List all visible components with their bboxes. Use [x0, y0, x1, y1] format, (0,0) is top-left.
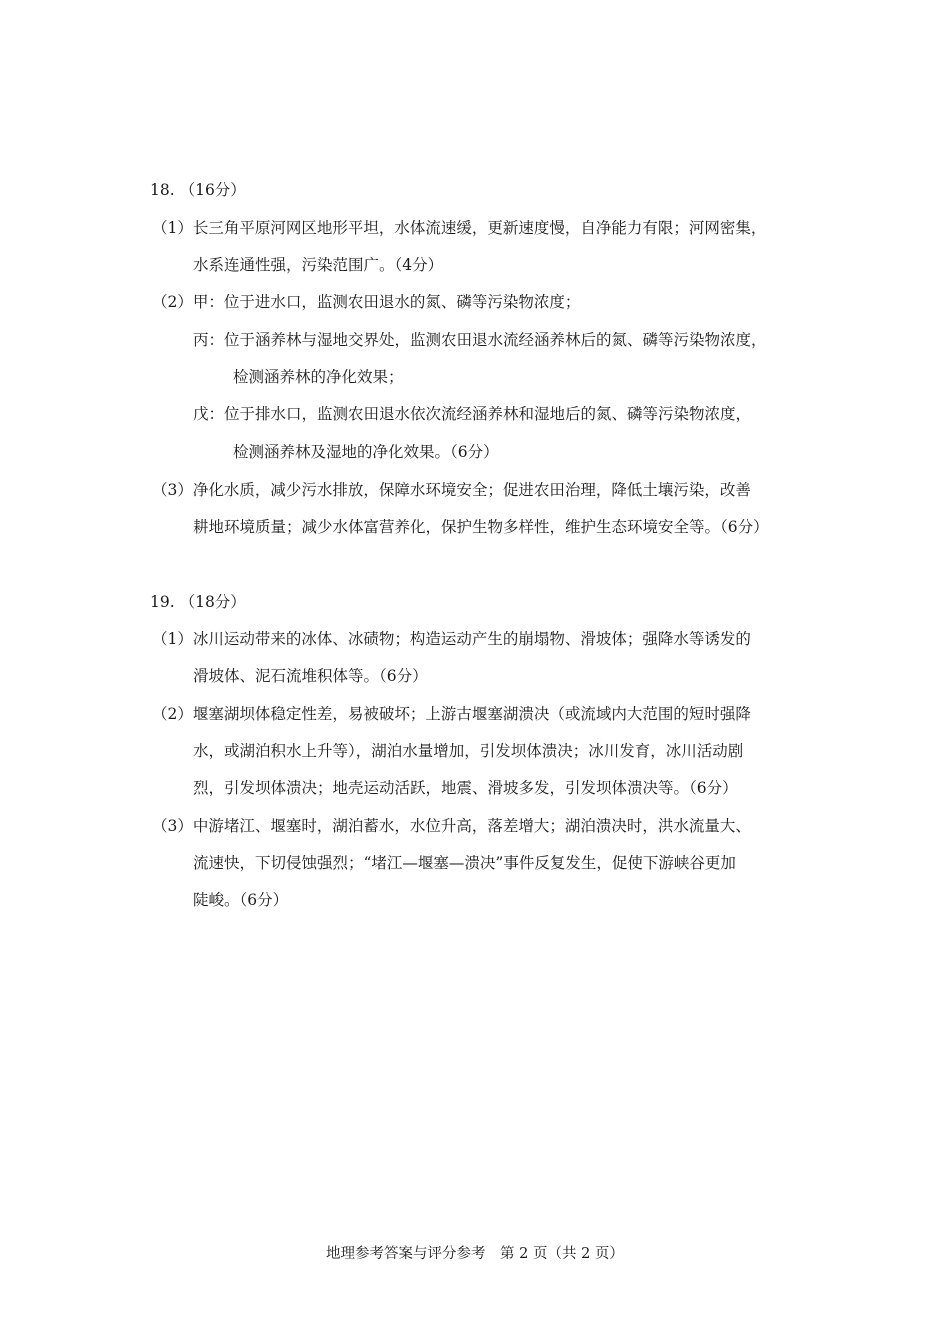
q18-part3-line1: （3）净化水质，减少污水排放，保障水环境安全；促进农田治理，降低土壤污染，改善	[152, 481, 751, 499]
q18-part1-line2: 水系连通性强，污染范围广。（4分）	[193, 256, 444, 274]
q18-part2-wu-line2: 检测涵养林及湿地的净化效果。（6分）	[233, 443, 499, 461]
q18-part2-jia: （2）甲：位于进水口，监测农田退水的氮、磷等污染物浓度；	[152, 293, 581, 311]
q18-part1-line1: （1）长三角平原河网区地形平坦，水体流速缓，更新速度慢，自净能力有限；河网密集，	[152, 219, 767, 237]
q19-part1-line2: 滑坡体、泥石流堆积体等。（6分）	[193, 667, 428, 685]
q19-part3-line2: 流速快，下切侵蚀强烈；“堵江—堰塞—溃决”事件反复发生，促使下游峡谷更加	[193, 854, 736, 872]
q18-part2-wu-line1: 戊：位于排水口，监测农田退水依次流经涵养林和湿地后的氮、磷等污染物浓度，	[193, 405, 752, 423]
q19-part2-line2: 水，或湖泊积水上升等），湖泊水量增加，引发坝体溃决；冰川发育，冰川活动剧	[193, 742, 744, 760]
q19-part2-line3: 烈，引发坝体溃决；地壳运动活跃，地震、滑坡多发，引发坝体溃决等。（6分）	[193, 779, 738, 797]
q19-part2-line1: （2）堰塞湖坝体稳定性差，易被破坏；上游古堰塞湖溃决（或流域内大范围的短时强降	[152, 705, 751, 723]
q18-part2-bing-line1: 丙：位于涵养林与湿地交界处，监测农田退水流经涵养林后的氮、磷等污染物浓度，	[193, 331, 767, 349]
question-19-header: 19. （18分）	[150, 593, 246, 611]
q18-part3-line2: 耕地环境质量；减少水体富营养化，保护生物多样性，维护生态环境安全等。（6分）	[193, 518, 769, 536]
page-footer: 地理参考答案与评分参考 第 2 页（共 2 页）	[326, 1246, 624, 1262]
q18-part2-bing-line2: 检测涵养林的净化效果；	[233, 368, 404, 386]
question-18-header: 18. （16分）	[150, 181, 246, 199]
q19-part3-line3: 陡峻。（6分）	[193, 891, 289, 909]
q19-part3-line1: （3）中游堵江、堰塞时，湖泊蓄水，水位升高，落差增大；湖泊溃决时，洪水流量大、	[152, 817, 751, 835]
q19-part1-line1: （1）冰川运动带来的冰体、冰碛物；构造运动产生的崩塌物、滑坡体；强降水等诱发的	[152, 630, 751, 648]
